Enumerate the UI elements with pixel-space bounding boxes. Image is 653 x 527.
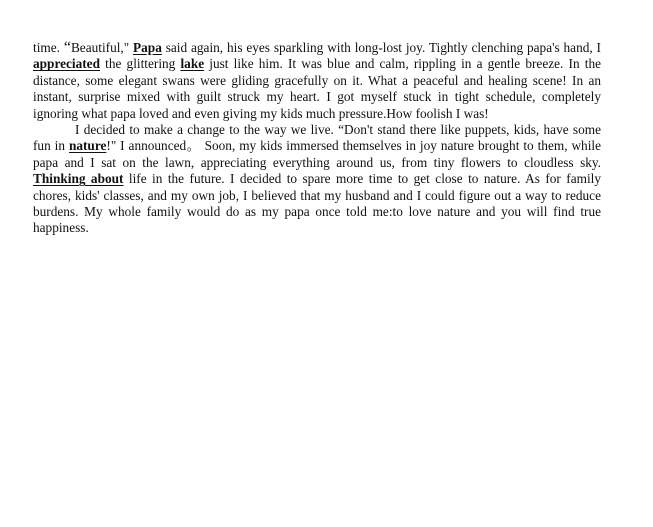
- text-run: just like him. It was blue and calm, rippling in a gentle breeze. In the distance, some elegant swans were gliding gracefully on it. What a peaceful and healing scene! In an instant, surprise mixed with guilt struck my heart. I got myself stuck in tight schedule, completely ignoring what papa loved and even giving my kids much pressure.How foolish I was!: [33, 56, 602, 121]
- text-run: life in the future. I decided to spare more time to get close to nature. As for family chores, kids' classes, and my own job, I believed that my husband and I could figure out a way to reduce burdens. My whole family would do as my papa once told me:to love nature and you will find true happiness.: [33, 171, 601, 236]
- paragraph-2: [33, 122, 601, 237]
- highlighted-phrase-thinking-about: Thinking about: [33, 171, 124, 187]
- text-run: the glittering: [99, 56, 181, 72]
- paragraph-1: [33, 40, 601, 122]
- open-quote: “: [63, 39, 71, 56]
- highlighted-word-nature: nature: [68, 138, 107, 154]
- highlighted-word-papa: Papa: [133, 40, 162, 55]
- text-run: time.: [33, 40, 64, 55]
- text-run: !" I announced。 Soon, my kids immersed themselves in joy nature brought to them, while papa and I sat on the lawn, appreciating everything around us, from tiny flowers to cloudless sky.: [33, 138, 601, 170]
- highlighted-word-lake: lake: [180, 56, 205, 72]
- text-run: I decided to make a change to the way we live. “Don't stand there like puppets, kids, have some fun in: [33, 122, 601, 154]
- text-run: said again, his eyes sparkling with long-lost joy. Tightly clenching papa's hand, I: [161, 40, 601, 55]
- highlighted-word-appreciated: appreciated: [33, 56, 100, 72]
- document-page: [33, 40, 601, 237]
- text-run: Beautiful,": [70, 40, 134, 55]
